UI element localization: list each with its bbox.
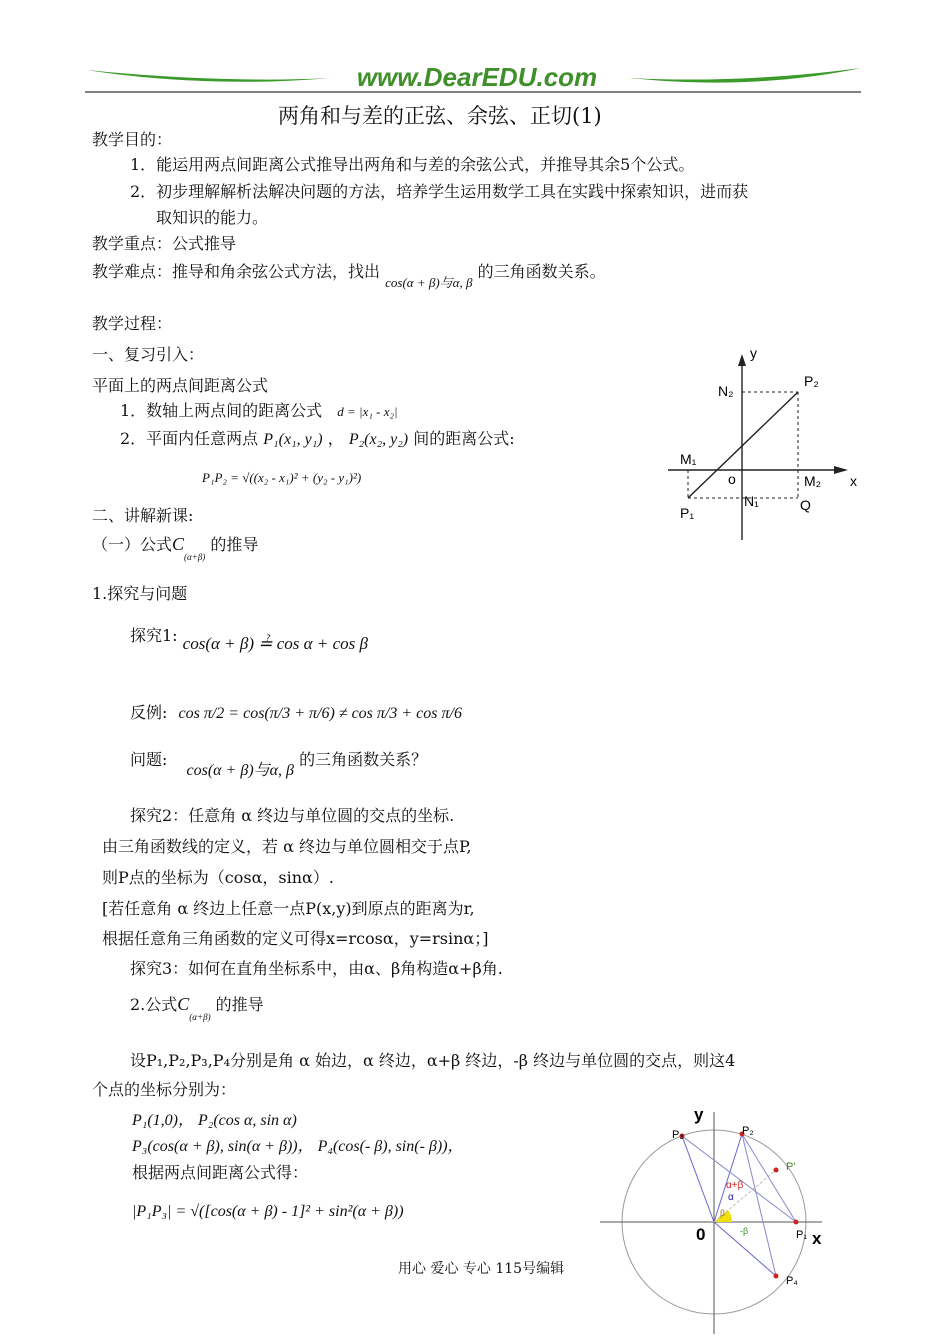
fig1-label-m1: M₁ (680, 451, 697, 467)
formula-c-symbol: C (172, 534, 185, 554)
goals-heading: 教学目的： (92, 130, 173, 149)
fig1-y-arrow (738, 354, 746, 366)
explore2-line-c: [若任意角 α 终边上任意一点P(x,y)到原点的距离为r, (102, 899, 475, 918)
fig2-label-p4: P₄ (786, 1275, 798, 1287)
review-heading: 一、复习引入： (92, 345, 205, 364)
fig2-label-y: y (694, 1105, 704, 1124)
fig1-label-n1: N₁ (744, 493, 759, 509)
fig2-point-pprime (774, 1168, 779, 1173)
fig2-ray-p3 (682, 1136, 714, 1222)
setup-line-b: 个点的坐标分别为： (92, 1080, 237, 1099)
explore-heading: 1.探究与问题 (92, 584, 188, 603)
fig1-label-o: o (728, 471, 736, 487)
explore2-line-b: 则P点的坐标为（cosα，sinα）. (102, 868, 334, 887)
explore3: 探究3：如何在直角坐标系中，由α、β角构造α+β角. (130, 959, 503, 978)
explore2-line-d: 根据任意角三角函数的定义可得x=rcosα，y=rsinα；] (102, 929, 489, 948)
fig2-label-alpha: α (728, 1192, 734, 1203)
banner-site: www.DearEDU.com (356, 62, 598, 92)
counter-label: 反例: (130, 703, 168, 722)
plane-distance-formula: P₁P₂ = √((x₂ - x₁)² + (y₂ - y₁)²) (202, 470, 362, 485)
difficulty (92, 262, 606, 290)
part1-tail: 的推导 (210, 535, 259, 554)
banner-right-swoosh (630, 68, 861, 83)
part2-c-subscript: (α+β) (189, 1012, 211, 1022)
fig1-label-q: Q (800, 497, 811, 513)
part1-text: （一）公式 (92, 535, 173, 554)
key-point: 教学重点：公式推导 (92, 234, 237, 253)
explore1 (130, 626, 368, 653)
goal-item-2a: 2．初步理解解析法解决问题的方法，培养学生运用数学工具在实践中探索知识，进而获 (130, 182, 749, 201)
header-banner (85, 60, 865, 100)
difficulty-tail: 的三角函数关系。 (477, 262, 606, 281)
fig1-segment-p1p2 (688, 392, 798, 498)
fig1-label-x: x (850, 473, 857, 489)
review-item-2-sep: ， (327, 429, 344, 448)
fig2-label-pprime: P' (786, 1161, 796, 1173)
distance-figure (660, 340, 880, 550)
new-lesson-heading: 二、讲解新课: (92, 506, 194, 525)
fig2-label-beta: β (720, 1208, 726, 1218)
fig2-label-alpha-beta: α+β (726, 1180, 744, 1191)
part2-text: 2.公式 (130, 995, 178, 1014)
goal-item-1: 1．能运用两点间距离公式推导出两角和与差的余弦公式，并推导其余5个公式。 (130, 155, 695, 174)
review-item-2-text: 2．平面内任意两点 (120, 429, 259, 448)
counter-formula: cos π/2 = cos(π/3 + π/6) ≠ cos π/3 + cos π/6 (178, 705, 462, 722)
coords-line-1: P₁(1,0)， P₂(cos α, sin α) (132, 1112, 297, 1129)
fig2-label-p3: P₃ (672, 1129, 684, 1141)
fig1-label-y: y (750, 345, 757, 361)
process-heading: 教学过程： (92, 314, 173, 333)
review-intro: 平面上的两点间距离公式 (92, 376, 269, 395)
fig2-point-p1 (794, 1220, 799, 1225)
fig2-label-x: x (812, 1229, 822, 1248)
counter-example (130, 703, 462, 724)
unit-circle-figure (596, 1100, 836, 1336)
review-item-2-tail: 间的距离公式: (413, 429, 515, 448)
part1-heading (92, 534, 259, 562)
explore2-line-a: 由三角函数线的定义，若 α 终边与单位圆相交于点P, (102, 837, 472, 856)
review-item-2 (120, 429, 515, 450)
banner-left-swoosh (87, 70, 330, 82)
fig2-chord-p2p4 (742, 1134, 776, 1276)
line-distance-formula: d = |x₁ - x₂| (337, 404, 398, 419)
page-footer: 用心 爱心 专心 115号编辑 (398, 1261, 565, 1277)
fig1-label-m2: M₂ (804, 473, 822, 489)
part2-tail: 的推导 (215, 995, 264, 1014)
fig1-label-n2: N₂ (718, 383, 734, 399)
p1p3-formula: |P₁P₃| = √([cos(α + β) - 1]² + sin²(α + β)) (132, 1203, 404, 1220)
fig2-label-p2: P₂ (742, 1125, 754, 1137)
fig2-label-p1: P₁ (796, 1229, 808, 1241)
formula-c-subscript: (α+β) (184, 552, 206, 562)
fig1-label-p1: P₁ (680, 505, 695, 521)
question (130, 750, 428, 779)
difficulty-text: 教学难点：推导和角余弦公式方法，找出 (92, 262, 381, 281)
coords-line-2: P₃(cos(α + β), sin(α + β))， P₄(cos(- β), sin(- β))， (132, 1138, 464, 1155)
goal-item-2b: 取知识的能力。 (156, 208, 269, 227)
setup-line-a: 设P₁,P₂,P₃,P₄分别是角 α 始边，α 终边，α+β 终边，-β 终边与单位圆的交点，则这4 (130, 1051, 736, 1070)
explore2: 探究2：任意角 α 终边与单位圆的交点的坐标. (130, 806, 455, 825)
fig2-chord-p2p1 (742, 1134, 796, 1222)
review-item-1-text: 1．数轴上两点间的距离公式 (120, 401, 323, 420)
fig1-x-arrow (834, 466, 848, 474)
point-p2: P₂(x₂, y₂) (348, 431, 409, 448)
fig2-chord-p3p1 (682, 1136, 796, 1222)
explore1-formula: cos(α + β) ≟ cos α + cos β (182, 634, 368, 653)
explore1-label: 探究1: (130, 626, 178, 645)
point-p1: P₁(x₁, y₁) (263, 431, 323, 448)
question-formula: cos(α + β)与α, β (186, 762, 295, 779)
part2-heading (130, 994, 264, 1022)
fig2-label-o: 0 (696, 1225, 706, 1244)
fig2-point-p4 (774, 1274, 779, 1279)
page-title: 两角和与差的正弦、余弦、正切(1) (278, 104, 602, 128)
question-label: 问题: (130, 750, 168, 769)
part2-c-symbol: C (177, 994, 190, 1014)
fig2-label-neg-beta: -β (740, 1226, 749, 1236)
fig1-label-p2: P₂ (804, 373, 819, 389)
by-distance-formula: 根据两点间距离公式得： (132, 1163, 309, 1182)
review-item-1 (120, 401, 398, 422)
difficulty-formula: cos(α + β)与α, β (385, 275, 473, 290)
question-tail: 的三角函数关系？ (299, 750, 428, 769)
